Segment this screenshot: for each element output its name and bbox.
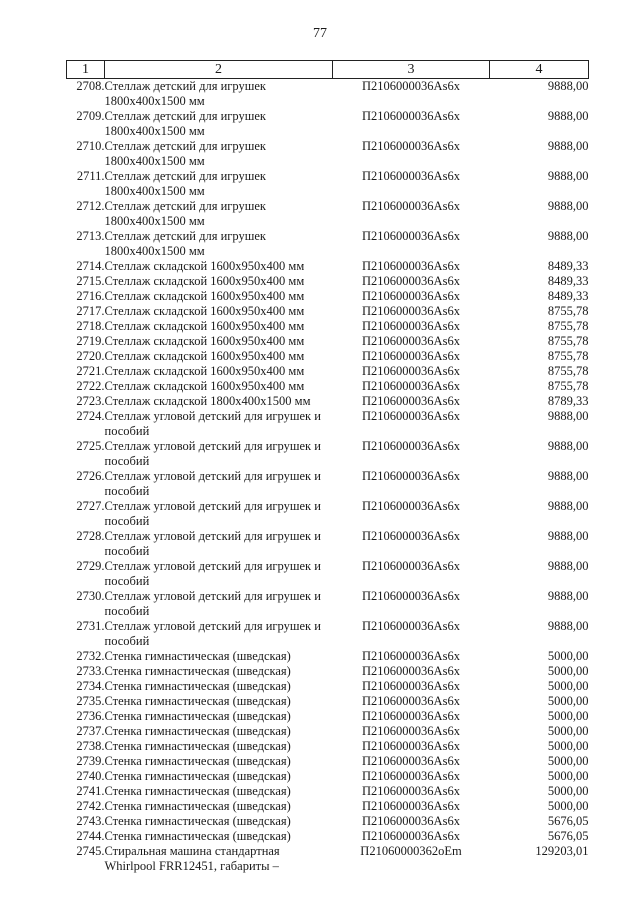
table-row — [67, 784, 589, 799]
row-number: 2710. — [76, 139, 105, 153]
row-item-name: Стенка гимнастическая (шведская) — [104, 739, 291, 753]
table-row — [67, 289, 589, 304]
row-item-name: Стенка гимнастическая (шведская) — [104, 799, 291, 813]
table-row — [67, 469, 589, 499]
row-number: 2715. — [76, 274, 105, 288]
row-price: 8755,78 — [547, 334, 589, 348]
row-price: 5000,00 — [547, 799, 589, 813]
row-price: 5676,05 — [547, 829, 589, 843]
table-row — [67, 754, 589, 769]
row-price: 8755,78 — [547, 304, 589, 318]
column-header-name: 2 — [105, 61, 333, 79]
row-item-name: Стеллаж детский для игрушек 1800x400x1500 мм — [104, 199, 266, 228]
table-row — [67, 529, 589, 559]
row-number: 2741. — [76, 784, 105, 798]
row-number: 2737. — [76, 724, 105, 738]
row-number: 2739. — [76, 754, 105, 768]
row-number: 2723. — [76, 394, 105, 408]
table-row — [67, 439, 589, 469]
table-row — [67, 739, 589, 754]
row-item-name: Стеллаж детский для игрушек 1800x400x1500 мм — [104, 169, 266, 198]
row-number: 2709. — [76, 109, 105, 123]
row-code: П2106000036Аs6x — [362, 289, 460, 303]
column-header-number: 1 — [67, 61, 105, 79]
row-code: П2106000036Аs6x — [362, 229, 460, 243]
row-item-name: Стенка гимнастическая (шведская) — [104, 754, 291, 768]
row-item-name: Стеллаж складской 1800x400x1500 мм — [104, 394, 311, 408]
row-code: П2106000036Аs6x — [362, 559, 460, 573]
row-price: 5000,00 — [547, 754, 589, 768]
row-number: 2732. — [76, 649, 105, 663]
row-code: П2106000036Аs6x — [362, 769, 460, 783]
row-number: 2725. — [76, 439, 105, 453]
row-code: П2106000036Аs6x — [362, 619, 460, 633]
table-row — [67, 829, 589, 844]
row-code: П2106000036Аs6x — [362, 274, 460, 288]
row-code: П2106000036Аs6x — [362, 724, 460, 738]
table-row — [67, 664, 589, 679]
table-row — [67, 304, 589, 319]
row-price: 8755,78 — [547, 319, 589, 333]
table-row — [67, 109, 589, 139]
row-code: П21060000362оЕm — [360, 844, 462, 858]
table-row — [67, 364, 589, 379]
row-price: 5000,00 — [547, 664, 589, 678]
row-number: 2721. — [76, 364, 105, 378]
row-code: П2106000036Аs6x — [362, 799, 460, 813]
row-item-name: Стенка гимнастическая (шведская) — [104, 694, 291, 708]
row-code: П2106000036Аs6x — [362, 814, 460, 828]
row-item-name: Стеллаж угловой детский для игрушек и пособий — [104, 439, 321, 468]
row-item-name: Стеллаж детский для игрушек 1800x400x1500 мм — [104, 109, 266, 138]
row-code: П2106000036Аs6x — [362, 784, 460, 798]
row-item-name: Стенка гимнастическая (шведская) — [104, 769, 291, 783]
row-code: П2106000036Аs6x — [362, 739, 460, 753]
table-row — [67, 319, 589, 334]
row-item-name: Стеллаж складской 1600x950x400 мм — [104, 319, 305, 333]
row-item-name: Стенка гимнастическая (шведская) — [104, 724, 291, 738]
table-row — [67, 79, 589, 110]
row-code: П2106000036Аs6x — [362, 649, 460, 663]
row-number: 2719. — [76, 334, 105, 348]
page-number: 77 — [313, 26, 327, 41]
row-price: 8489,33 — [547, 274, 589, 288]
row-code: П2106000036Аs6x — [362, 664, 460, 678]
row-number: 2735. — [76, 694, 105, 708]
row-number: 2718. — [76, 319, 105, 333]
row-item-name: Стеллаж угловой детский для игрушек и пособий — [104, 559, 321, 588]
row-number: 2729. — [76, 559, 105, 573]
table-row — [67, 349, 589, 364]
table-header-row — [67, 61, 589, 79]
row-number: 2743. — [76, 814, 105, 828]
row-code: П2106000036Аs6x — [362, 319, 460, 333]
row-price: 9888,00 — [547, 439, 589, 453]
row-item-name: Стеллаж складской 1600x950x400 мм — [104, 259, 305, 273]
row-item-name: Стеллаж складской 1600x950x400 мм — [104, 349, 305, 363]
row-price: 5000,00 — [547, 679, 589, 693]
row-item-name: Стенка гимнастическая (шведская) — [104, 709, 291, 723]
row-price: 9888,00 — [547, 139, 589, 153]
table-row — [67, 394, 589, 409]
table-row — [67, 769, 589, 784]
row-item-name: Стенка гимнастическая (шведская) — [104, 814, 291, 828]
row-price: 8789,33 — [547, 394, 589, 408]
row-number: 2734. — [76, 679, 105, 693]
table-row — [67, 694, 589, 709]
row-price: 5676,05 — [547, 814, 589, 828]
row-price: 5000,00 — [547, 694, 589, 708]
row-number: 2738. — [76, 739, 105, 753]
row-item-name: Стеллаж угловой детский для игрушек и пособий — [104, 469, 321, 498]
row-price: 9888,00 — [547, 589, 589, 603]
table-row — [67, 274, 589, 289]
row-code: П2106000036Аs6x — [362, 829, 460, 843]
row-code: П2106000036Аs6x — [362, 169, 460, 183]
row-number: 2745. — [76, 844, 105, 858]
row-code: П2106000036Аs6x — [362, 694, 460, 708]
row-item-name: Стеллаж угловой детский для игрушек и пособий — [104, 409, 321, 438]
row-item-name: Стиральная машина стандартная Whirlpool FRR12451, габариты – — [104, 844, 280, 873]
row-item-name: Стеллаж угловой детский для игрушек и пособий — [104, 589, 321, 618]
row-code: П2106000036Аs6x — [362, 529, 460, 543]
table-row — [67, 379, 589, 394]
row-price: 9888,00 — [547, 229, 589, 243]
table-row — [67, 169, 589, 199]
row-code: П2106000036Аs6x — [362, 364, 460, 378]
row-item-name: Стенка гимнастическая (шведская) — [104, 829, 291, 843]
row-code: П2106000036Аs6x — [362, 394, 460, 408]
row-item-name: Стенка гимнастическая (шведская) — [104, 664, 291, 678]
row-price: 9888,00 — [547, 499, 589, 513]
row-price: 9888,00 — [547, 529, 589, 543]
table-row — [67, 709, 589, 724]
column-header-code: 3 — [333, 61, 490, 79]
row-price: 5000,00 — [547, 784, 589, 798]
row-code: П2106000036Аs6x — [362, 349, 460, 363]
row-item-name: Стеллаж детский для игрушек 1800x400x1500 мм — [104, 79, 266, 108]
row-price: 8755,78 — [547, 349, 589, 363]
table-row — [67, 334, 589, 349]
row-price: 9888,00 — [547, 199, 589, 213]
row-number: 2713. — [76, 229, 105, 243]
row-price: 9888,00 — [547, 409, 589, 423]
table-row — [67, 139, 589, 169]
table-row — [67, 844, 589, 874]
row-item-name: Стенка гимнастическая (шведская) — [104, 679, 291, 693]
row-item-name: Стеллаж складской 1600x950x400 мм — [104, 289, 305, 303]
table-row — [67, 679, 589, 694]
row-item-name: Стенка гимнастическая (шведская) — [104, 649, 291, 663]
table-row — [67, 199, 589, 229]
row-code: П2106000036Аs6x — [362, 334, 460, 348]
table-row — [67, 409, 589, 439]
row-number: 2712. — [76, 199, 105, 213]
row-price: 5000,00 — [547, 649, 589, 663]
table-row — [67, 589, 589, 619]
row-code: П2106000036Аs6x — [362, 754, 460, 768]
table-row — [67, 499, 589, 529]
row-number: 2730. — [76, 589, 105, 603]
row-code: П2106000036Аs6x — [362, 679, 460, 693]
table-row — [67, 259, 589, 274]
row-code: П2106000036Аs6x — [362, 499, 460, 513]
column-header-price: 4 — [490, 61, 589, 79]
row-item-name: Стеллаж складской 1600x950x400 мм — [104, 274, 305, 288]
row-item-name: Стеллаж складской 1600x950x400 мм — [104, 364, 305, 378]
table-row — [67, 724, 589, 739]
row-number: 2722. — [76, 379, 105, 393]
row-number: 2714. — [76, 259, 105, 273]
row-number: 2742. — [76, 799, 105, 813]
row-code: П2106000036Аs6x — [362, 589, 460, 603]
table-row — [67, 229, 589, 259]
row-number: 2724. — [76, 409, 105, 423]
row-number: 2740. — [76, 769, 105, 783]
row-code: П2106000036Аs6x — [362, 469, 460, 483]
row-item-name: Стеллаж складской 1600x950x400 мм — [104, 379, 305, 393]
row-number: 2733. — [76, 664, 105, 678]
row-price: 8755,78 — [547, 364, 589, 378]
row-price: 8489,33 — [547, 259, 589, 273]
row-price: 9888,00 — [547, 619, 589, 633]
row-price: 129203,01 — [535, 844, 589, 858]
table-row — [67, 814, 589, 829]
row-price: 5000,00 — [547, 739, 589, 753]
row-price: 8755,78 — [547, 379, 589, 393]
table-body — [67, 79, 589, 875]
row-price: 9888,00 — [547, 109, 589, 123]
row-number: 2727. — [76, 499, 105, 513]
row-item-name: Стенка гимнастическая (шведская) — [104, 784, 291, 798]
row-price: 5000,00 — [547, 724, 589, 738]
row-number: 2717. — [76, 304, 105, 318]
row-code: П2106000036Аs6x — [362, 439, 460, 453]
row-code: П2106000036Аs6x — [362, 259, 460, 273]
row-number: 2744. — [76, 829, 105, 843]
table-row — [67, 799, 589, 814]
row-code: П2106000036Аs6x — [362, 409, 460, 423]
row-number: 2720. — [76, 349, 105, 363]
row-item-name: Стеллаж детский для игрушек 1800x400x1500 мм — [104, 229, 266, 258]
row-code: П2106000036Аs6x — [362, 139, 460, 153]
row-price: 9888,00 — [547, 559, 589, 573]
row-price: 9888,00 — [547, 469, 589, 483]
row-item-name: Стеллаж угловой детский для игрушек и пособий — [104, 529, 321, 558]
row-number: 2731. — [76, 619, 105, 633]
row-price: 8489,33 — [547, 289, 589, 303]
row-number: 2711. — [76, 169, 105, 183]
row-item-name: Стеллаж складской 1600x950x400 мм — [104, 304, 305, 318]
registry-table — [66, 60, 589, 874]
row-item-name: Стеллаж складской 1600x950x400 мм — [104, 334, 305, 348]
row-number: 2736. — [76, 709, 105, 723]
table-row — [67, 619, 589, 649]
table-row — [67, 559, 589, 589]
row-code: П2106000036Аs6x — [362, 709, 460, 723]
row-number: 2716. — [76, 289, 105, 303]
table-row — [67, 649, 589, 664]
row-item-name: Стеллаж угловой детский для игрушек и пособий — [104, 499, 321, 528]
row-code: П2106000036Аs6x — [362, 379, 460, 393]
row-price: 5000,00 — [547, 769, 589, 783]
row-number: 2708. — [76, 79, 105, 93]
row-number: 2726. — [76, 469, 105, 483]
row-item-name: Стеллаж детский для игрушек 1800x400x1500 мм — [104, 139, 266, 168]
row-price: 9888,00 — [547, 79, 589, 93]
row-code: П2106000036Аs6x — [362, 79, 460, 93]
row-code: П2106000036Аs6x — [362, 304, 460, 318]
row-code: П2106000036Аs6x — [362, 199, 460, 213]
row-code: П2106000036Аs6x — [362, 109, 460, 123]
row-price: 5000,00 — [547, 709, 589, 723]
row-item-name: Стеллаж угловой детский для игрушек и пособий — [104, 619, 321, 648]
row-price: 9888,00 — [547, 169, 589, 183]
row-number: 2728. — [76, 529, 105, 543]
